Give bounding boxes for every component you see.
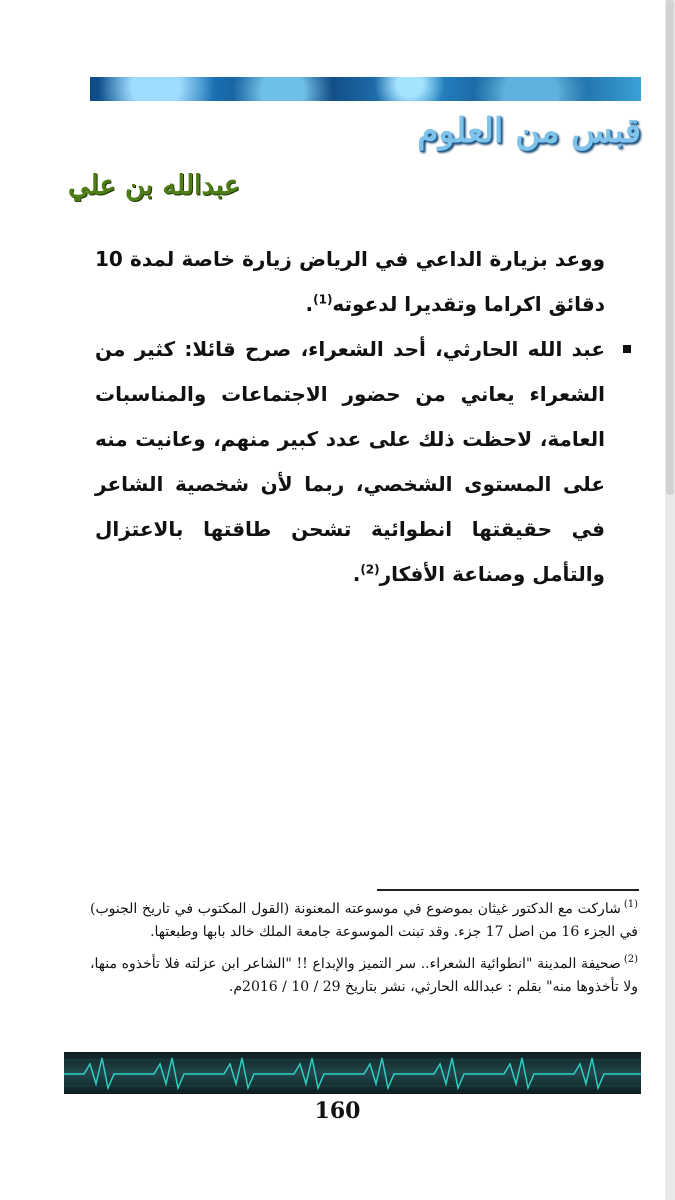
footnote-separator bbox=[377, 889, 639, 891]
main-text bbox=[95, 237, 605, 597]
footnote-1-number: (1) bbox=[623, 899, 638, 911]
author-name: عبدالله بن علي bbox=[68, 170, 240, 201]
heartbeat-line-icon bbox=[64, 1052, 641, 1094]
paragraph-2-text: عبد الله الحارثي، أحد الشعراء، صرح قائلا: كثير من الشعراء يعاني من حضور الاجتماعات والمناسبات العامة، لاحظت ذلك على عدد كبير منهم، وعانيت منه على المستوى الشخصي، ربما لأن شخصية الشاعر في حقيقتها انطوائية تشحن طاقتها بالاعتزال والتأمل وصناعة الأفكار bbox=[95, 337, 605, 586]
footnote-2-text: صحيفة المدينة "انطوائية الشعراء.. سر التميز والإبداع !! "الشاعر ابن عزلته فلا تأخذوه منها، ولا تأخذوها منه" بقلم : عبدالله الحارثي، نشر بتاريخ 29 / 10 / 2016م. bbox=[90, 956, 638, 995]
paragraph-1-text: ووعد بزيارة الداعي في الرياض زيارة خاصة لمدة 10 دقائق اكراما وتقديرا لدعوته bbox=[95, 247, 605, 316]
bullet-paragraph-2 bbox=[95, 327, 605, 597]
footnote-1-text: شاركت مع الدكتور غيثان بموضوع في موسوعته المعنونة (القول المكتوب في تاريخ الجنوب) في الجزء 16 من اصل 17 جزء. وقد تبنت الموسوعة جامعة الملك خالد بابها وطبعتها. bbox=[90, 901, 638, 940]
footnotes bbox=[90, 898, 638, 1008]
header-decorative-banner bbox=[90, 77, 641, 101]
scrollbar-thumb[interactable] bbox=[666, 0, 674, 495]
paragraph-1-end: . bbox=[305, 292, 314, 316]
footnote-ref-1[interactable]: (1) bbox=[313, 292, 333, 307]
page-number: 160 bbox=[314, 1098, 361, 1124]
footer-heartbeat-banner bbox=[64, 1052, 641, 1094]
footnote-1 bbox=[90, 898, 638, 944]
bullet-square-icon bbox=[623, 345, 631, 353]
footnote-2 bbox=[90, 953, 638, 999]
paragraph-2-end: . bbox=[352, 562, 361, 586]
series-title: قبس من العلوم bbox=[417, 111, 641, 151]
footnote-2-number: (2) bbox=[623, 954, 638, 966]
scrollbar-track[interactable] bbox=[665, 0, 675, 1200]
paragraph-1 bbox=[95, 237, 605, 327]
footnote-ref-2[interactable]: (2) bbox=[360, 562, 380, 577]
